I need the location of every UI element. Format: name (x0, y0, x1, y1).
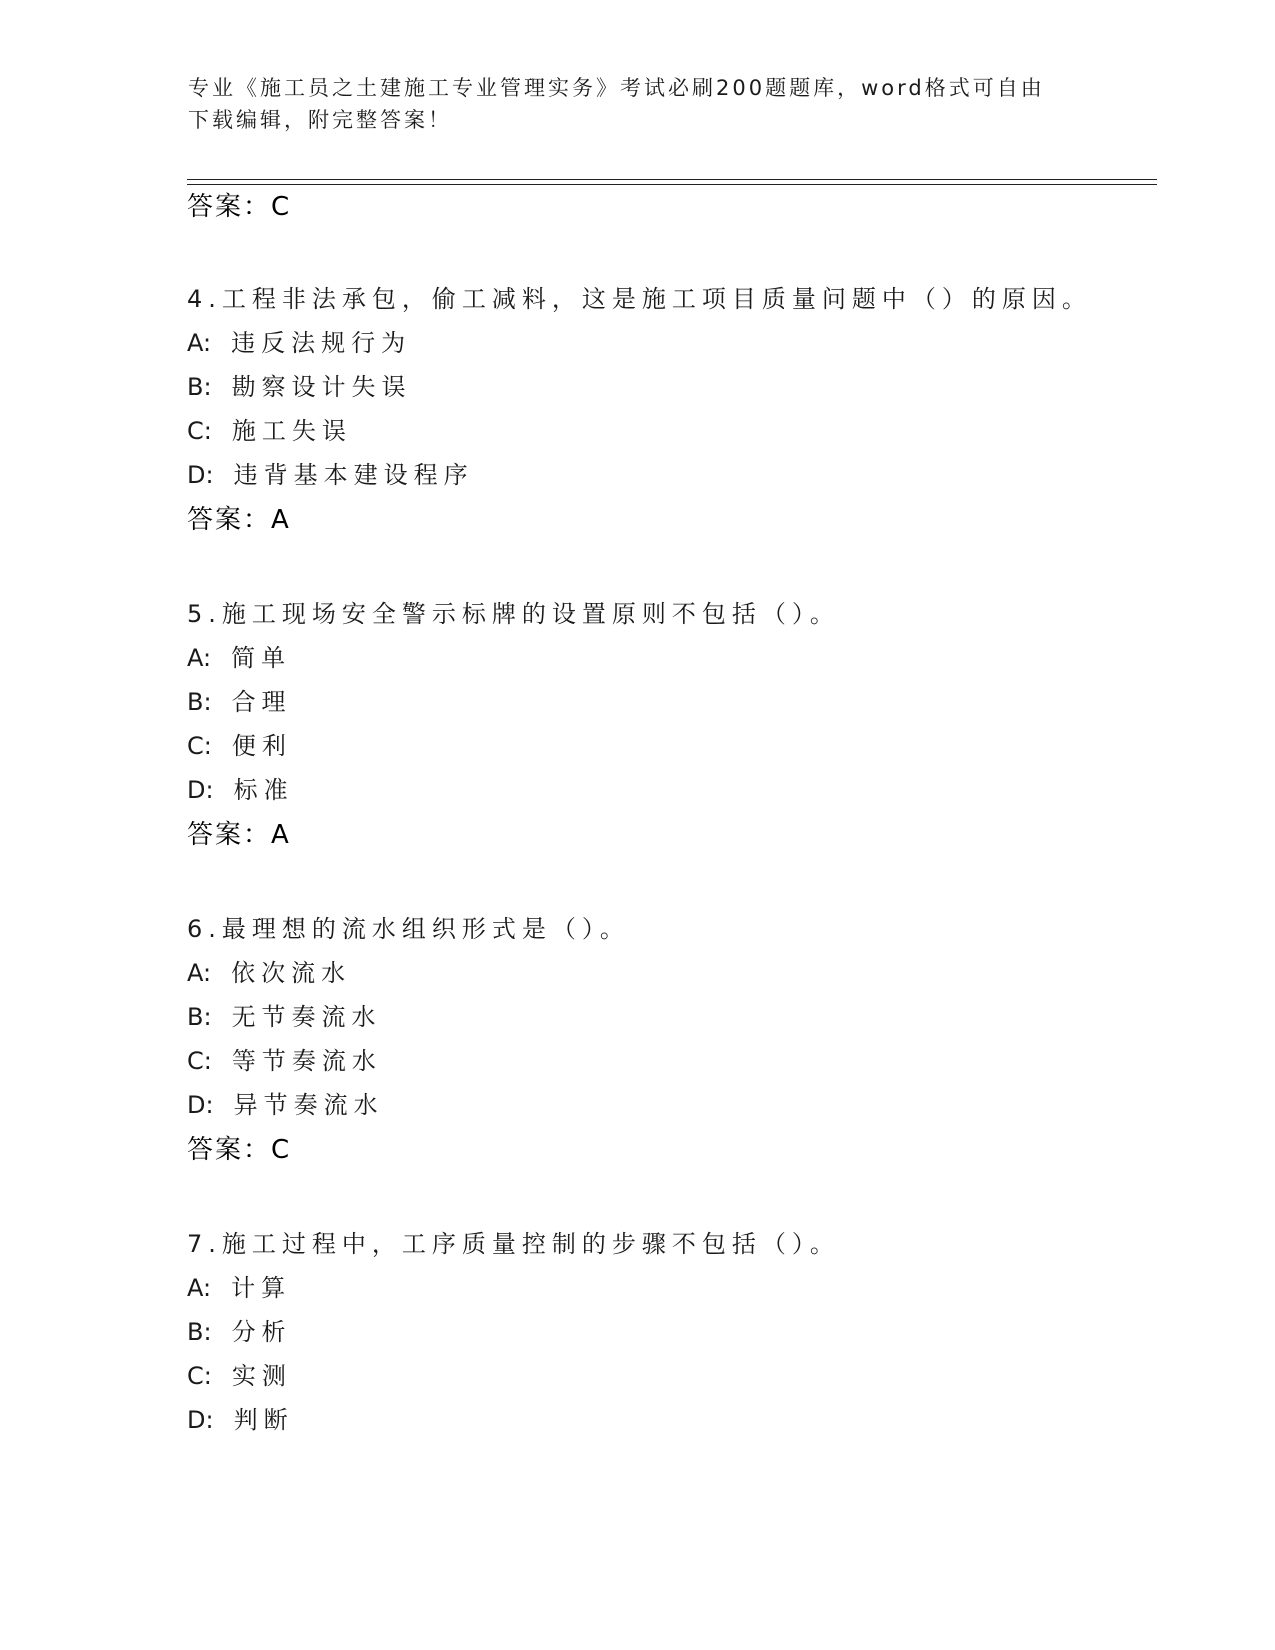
option-text: 简单 (231, 644, 292, 672)
option-key: A: (187, 329, 212, 357)
question-6-option-d (187, 1090, 384, 1120)
question-4-answer: 答案：A (187, 505, 291, 535)
option-text: 合理 (231, 688, 292, 716)
header-rule-top (187, 179, 1157, 180)
option-key: D: (187, 1091, 214, 1119)
question-5-option-b (187, 687, 292, 717)
question-5-option-a (187, 643, 291, 673)
option-key: A: (187, 959, 212, 987)
option-text: 判断 (233, 1406, 294, 1434)
option-key: D: (187, 1406, 214, 1434)
option-key: C: (187, 1362, 212, 1390)
question-6-option-a (187, 958, 351, 988)
option-key: A: (187, 644, 212, 672)
option-text: 实测 (231, 1362, 292, 1390)
question-6-option-c (187, 1046, 382, 1076)
question-5-answer: 答案：A (187, 820, 291, 850)
question-6-answer: 答案：C (187, 1135, 292, 1165)
option-text: 违背基本建设程序 (233, 461, 474, 489)
option-text: 异节奏流水 (233, 1091, 384, 1119)
option-key: C: (187, 1047, 212, 1075)
option-text: 无节奏流水 (231, 1003, 382, 1031)
option-key: B: (187, 688, 212, 716)
option-text: 便利 (231, 732, 292, 760)
option-text: 计算 (231, 1274, 292, 1302)
question-7-option-c (187, 1361, 292, 1391)
option-text: 分析 (231, 1318, 292, 1346)
question-4-option-a (187, 328, 411, 358)
option-key: B: (187, 373, 212, 401)
option-text: 施工失误 (231, 417, 352, 445)
option-text: 等节奏流水 (231, 1047, 382, 1075)
question-7-option-a (187, 1273, 291, 1303)
option-text: 标准 (233, 776, 294, 804)
question-6-option-b (187, 1002, 382, 1032)
question-4-option-d (187, 460, 474, 490)
document-header: 专业《施工员之土建施工专业管理实务》考试必刷200题题库，word格式可自由下载编辑，附完整答案！ (188, 76, 1045, 132)
option-key: D: (187, 776, 214, 804)
option-text: 勘察设计失误 (231, 373, 412, 401)
question-6-stem: 6.最理想的流水组织形式是（）。 (187, 915, 630, 943)
question-5-option-c (187, 731, 292, 761)
option-key: B: (187, 1003, 212, 1031)
header-rule-bottom (187, 184, 1157, 185)
option-key: D: (187, 461, 214, 489)
option-key: C: (187, 732, 212, 760)
question-7-option-b (187, 1317, 292, 1347)
question-7-stem: 7.施工过程中，工序质量控制的步骤不包括（）。 (187, 1230, 840, 1258)
question-4-option-b (187, 372, 412, 402)
option-key: A: (187, 1274, 212, 1302)
option-key: C: (187, 417, 212, 445)
answer-prev: 答案：C (187, 192, 292, 222)
question-4-stem: 4.工程非法承包，偷工减料，这是施工项目质量问题中（）的原因。 (187, 285, 1092, 313)
question-5-stem: 5.施工现场安全警示标牌的设置原则不包括（）。 (187, 600, 840, 628)
question-7-option-d (187, 1405, 294, 1435)
option-text: 违反法规行为 (231, 329, 412, 357)
option-key: B: (187, 1318, 212, 1346)
question-4-option-c (187, 416, 352, 446)
question-5-option-d (187, 775, 294, 805)
option-text: 依次流水 (231, 959, 352, 987)
